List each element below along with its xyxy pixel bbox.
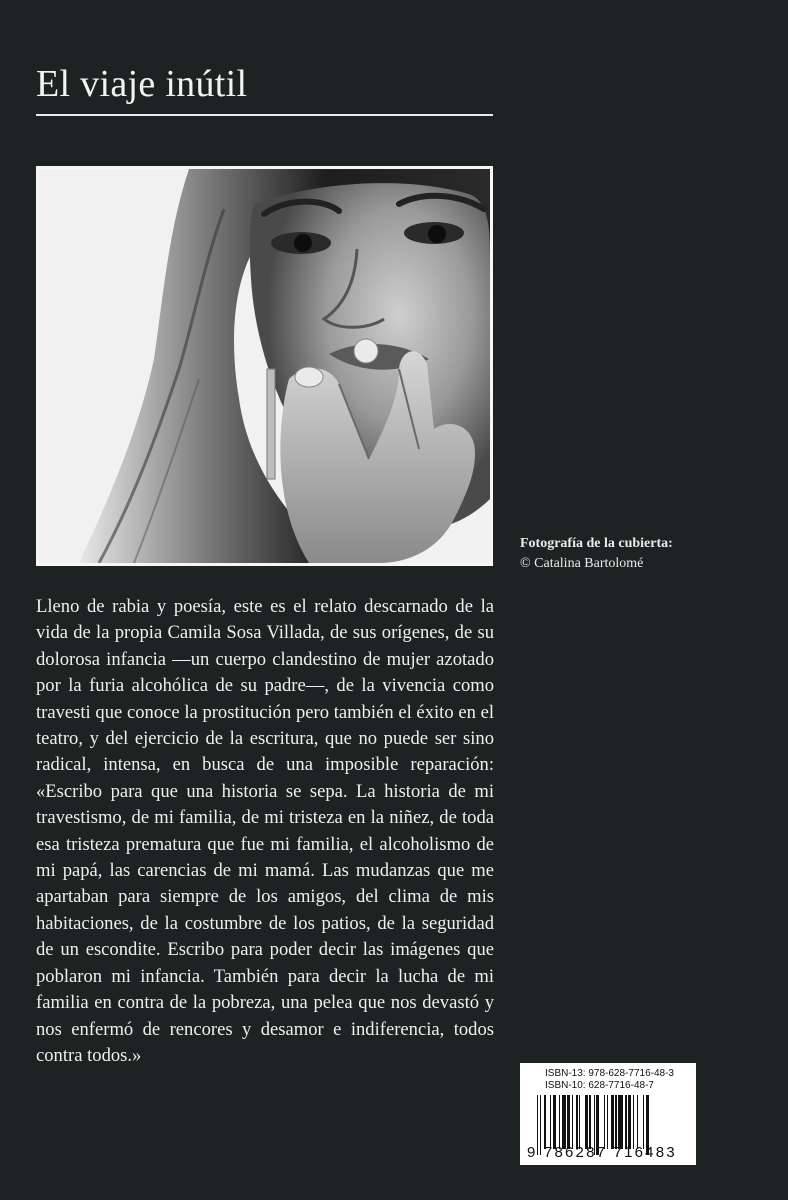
barcode-bar [604,1095,605,1149]
barcode-bar [589,1095,590,1149]
barcode-bar [643,1095,644,1149]
portrait-image [39,169,490,563]
book-title: El viaje inútil [36,63,248,105]
back-cover-blurb: Lleno de rabia y poesía, este es el relato descarnado de la vida de la propia Camila Sosa Villada, de sus orígenes, de su dolorosa infancia —un cuerpo clandestino de mujer azotado por la furia alcohólica de su padre—, de la vivencia como travesti que conoce la prostitución pero también el éxito en el teatro, y del ejercicio de la escritura, que no puede ser sino radical, intensa, en busca de una imposible reparación: «Escribo para que una historia se sepa. La historia de mi travestismo, de mi familia, de mi tristeza en la niñez, de toda esa tristeza prematura que fue mi familia, el alcoholismo de mi papá, las carencias de mi mamá. Las mudanzas que me apartaban para siempre de los amigos, del clima de mis habitaciones, de la costumbre de los patios, de la seguridad de un escondite. Escribo para poder decir las imágenes que poblaron mi infancia. También para decir la lucha de mi familia en contra de la pobreza, una pelea que nos devastó y nos enfermó de rencores y desamor e indiferencia, todos contra todos.» [36,596,494,1066]
barcode-bar [618,1095,622,1149]
barcode-bar [607,1095,608,1149]
barcode-bar [544,1095,545,1149]
isbn10-label: ISBN-10: 628-7716-48-7 [545,1080,654,1091]
cover-photo [36,166,493,566]
barcode-bar [628,1095,631,1149]
barcode-bar [559,1095,560,1149]
barcode-bar [633,1095,634,1149]
barcode-bar [567,1095,570,1149]
photo-credit-name: © Catalina Bartolomé [520,556,644,571]
title-divider [36,114,493,116]
barcode-bar [553,1095,556,1149]
barcode-digits: 9 786287 716483 [527,1144,677,1161]
barcode-bar [576,1095,577,1149]
photo-credit [520,534,673,574]
barcode-bar [572,1095,573,1149]
barcode-bar [550,1095,551,1149]
barcode-bar [637,1095,638,1149]
barcode [520,1063,696,1165]
barcode-bar [585,1095,588,1149]
barcode-bar [562,1095,566,1149]
barcode-bar [615,1095,616,1149]
isbn13-label: ISBN-13: 978-628-7716-48-3 [545,1068,674,1079]
barcode-bars [537,1095,695,1151]
barcode-bar [625,1095,626,1149]
barcode-bar [579,1095,580,1149]
photo-credit-label: Fotografía de la cubierta: [520,536,673,551]
barcode-bar [611,1095,614,1149]
